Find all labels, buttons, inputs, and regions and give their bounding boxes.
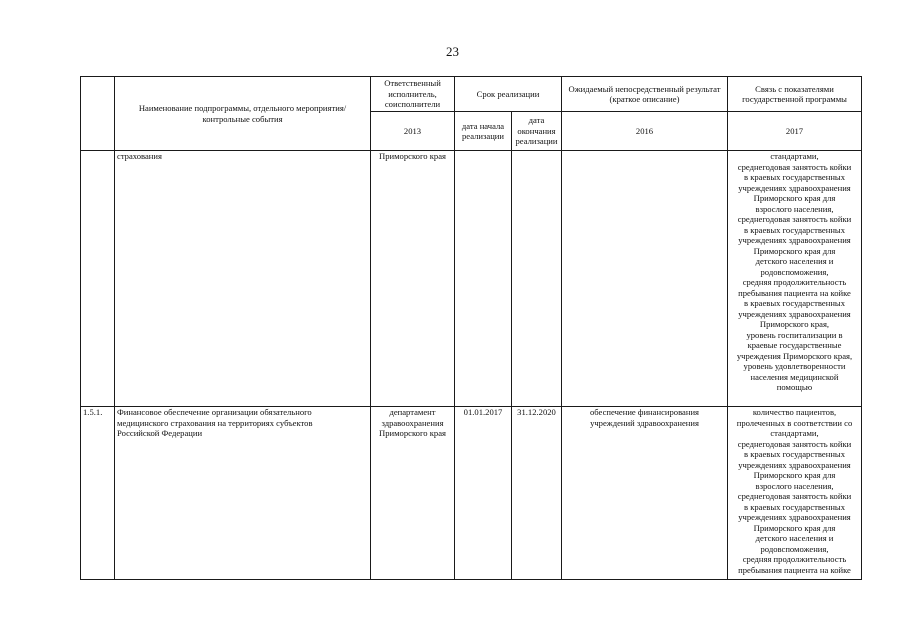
header-result: Ожидаемый непосредственный результат (краткое описание) bbox=[562, 77, 728, 112]
row-num: 1.5.1. bbox=[81, 407, 115, 580]
link-line: учреждениях здравоохранения bbox=[738, 512, 851, 522]
link-line: стандартами, bbox=[770, 428, 819, 438]
link-line: учреждениях здравоохранения bbox=[738, 235, 851, 245]
row-responsible bbox=[371, 407, 455, 580]
link-line: в краевых государственных bbox=[743, 501, 845, 512]
subheader-start: дата начала реализации bbox=[455, 112, 512, 151]
row-end bbox=[512, 151, 562, 407]
row-name bbox=[115, 407, 371, 580]
row-result bbox=[562, 407, 728, 580]
subheader-link: 2017 bbox=[728, 112, 862, 151]
link-line: пребывания пациента на койке bbox=[738, 564, 851, 575]
row-link bbox=[728, 151, 862, 407]
header-name: Наименование подпрограммы, отдельного мероприятия/контрольные события bbox=[115, 77, 371, 151]
subheader-result: 2016 bbox=[562, 112, 728, 151]
link-line: средняя продолжительность bbox=[742, 277, 847, 287]
link-line: учреждениях здравоохранения bbox=[738, 459, 851, 470]
name-line: Российской Федерации bbox=[117, 428, 203, 438]
link-line: учреждениях здравоохранения bbox=[738, 308, 851, 319]
page-number: 23 bbox=[446, 44, 459, 59]
table-row bbox=[81, 407, 862, 580]
header-link: Связь с показателями государственной программы bbox=[728, 77, 862, 112]
result-line: обеспечение финансирования bbox=[590, 407, 699, 417]
row-start bbox=[455, 151, 512, 407]
responsible-line: здравоохранения bbox=[381, 417, 444, 428]
link-line: родовспоможения, bbox=[760, 266, 829, 277]
link-line: в краевых государственных bbox=[743, 172, 845, 182]
link-line: среднегодовая занятость койки bbox=[737, 161, 852, 172]
row-name: страхования bbox=[115, 151, 371, 407]
link-line: пребывания пациента на койке bbox=[738, 287, 851, 298]
header-row-1 bbox=[81, 77, 862, 112]
link-line: взрослого населения, bbox=[755, 480, 834, 491]
link-line: среднегодовая занятость койки bbox=[737, 214, 852, 224]
link-line: уровень госпитализации в bbox=[746, 329, 843, 340]
link-line: помощью bbox=[776, 382, 813, 392]
row-start: 01.01.2017 bbox=[455, 407, 512, 580]
link-line: пролеченных в соответствии со bbox=[736, 417, 853, 428]
link-line: среднегодовая занятость койки bbox=[737, 438, 852, 449]
link-line: в краевых государственных bbox=[743, 449, 845, 459]
header-term: Срок реализации bbox=[455, 77, 562, 112]
link-line: Приморского края для bbox=[753, 193, 836, 203]
link-line: детского населения и bbox=[755, 256, 834, 266]
link-line: краевые государственные bbox=[747, 340, 842, 350]
link-line: в краевых государственных bbox=[743, 224, 845, 235]
name-line: Финансовое обеспечение организации обязательного bbox=[117, 407, 312, 417]
row-responsible: Приморского края bbox=[371, 151, 455, 407]
link-line: учреждениях здравоохранения bbox=[738, 182, 851, 193]
responsible-line: департамент bbox=[389, 407, 436, 417]
name-line: медицинского страхования на территориях субъектов bbox=[117, 417, 313, 428]
link-line: взрослого населения, bbox=[755, 203, 834, 214]
link-line: в краевых государственных bbox=[743, 298, 845, 308]
header-responsible: Ответственный исполнитель, соисполнители bbox=[371, 77, 455, 112]
link-line: уровень удовлетворенности bbox=[743, 361, 846, 371]
row-num bbox=[81, 151, 115, 407]
row-result bbox=[562, 151, 728, 407]
subheader-responsible: 2013 bbox=[371, 112, 455, 151]
row-end: 31.12.2020 bbox=[512, 407, 562, 580]
row-link bbox=[728, 407, 862, 580]
link-line: родовспоможения, bbox=[760, 543, 829, 554]
link-line: Приморского края для bbox=[753, 522, 836, 533]
subheader-end: дата окончания реализации bbox=[512, 112, 562, 151]
link-line: среднегодовая занятость койки bbox=[737, 491, 852, 501]
link-line: Приморского края для bbox=[753, 470, 836, 480]
link-line: Приморского края для bbox=[753, 245, 836, 256]
link-line: детского населения и bbox=[755, 533, 834, 543]
link-line: Приморского края, bbox=[759, 319, 830, 329]
link-line: стандартами, bbox=[770, 151, 819, 161]
program-table bbox=[80, 76, 862, 580]
result-line: учреждений здравоохранения bbox=[590, 417, 699, 428]
responsible-line: Приморского края bbox=[379, 428, 446, 438]
link-line: количество пациентов, bbox=[752, 407, 837, 417]
link-line: населения медицинской bbox=[750, 371, 839, 382]
header-num-cell bbox=[81, 77, 115, 151]
link-line: средняя продолжительность bbox=[742, 554, 847, 564]
table-row bbox=[81, 151, 862, 407]
link-line: учреждения Приморского края, bbox=[736, 350, 853, 361]
